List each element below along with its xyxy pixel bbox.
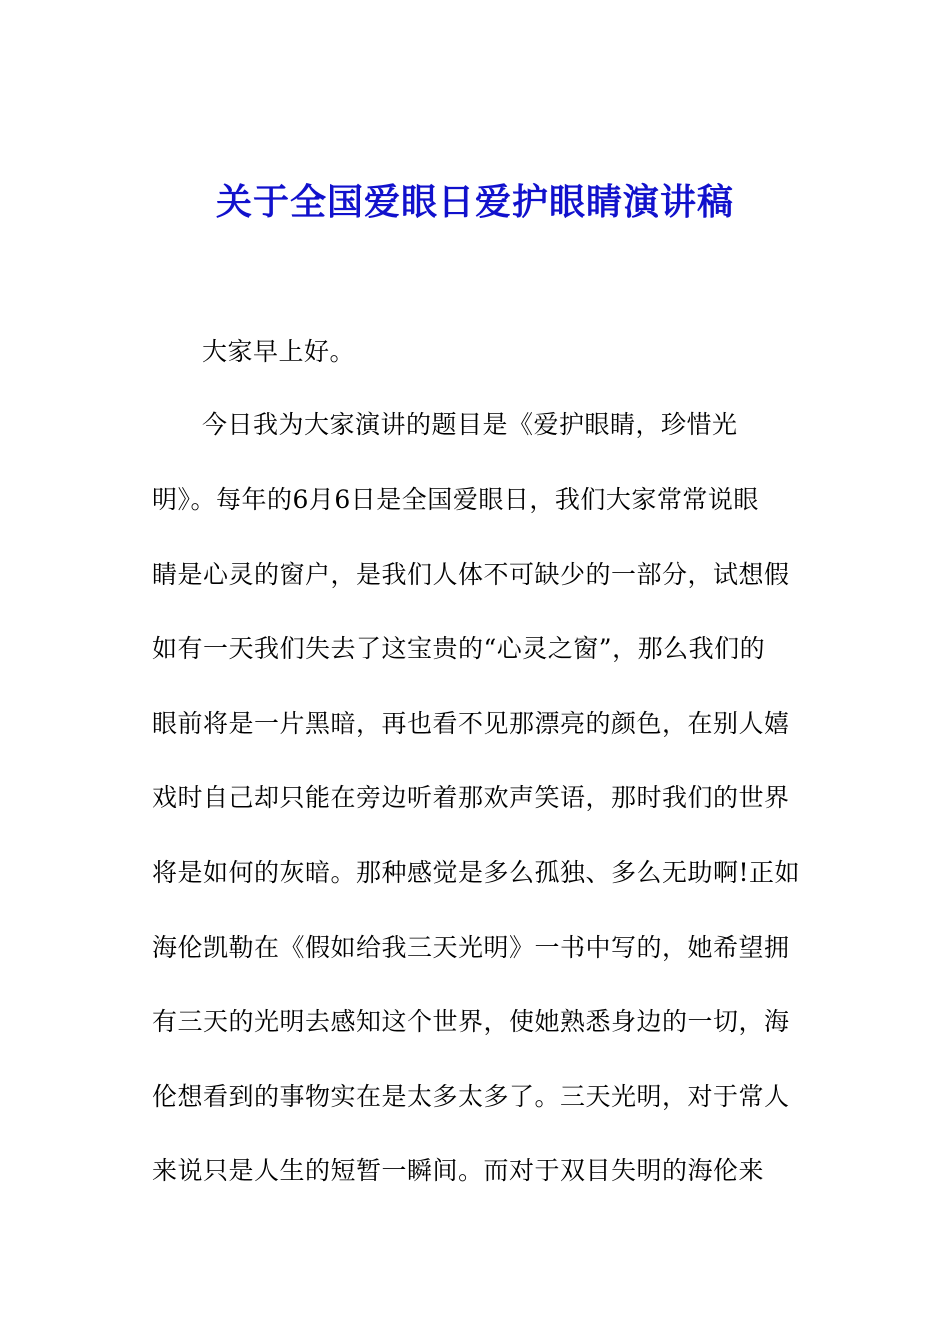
paragraph-line: 睛是心灵的窗户，是我们人体不可缺少的一部分，试想假 bbox=[152, 560, 790, 589]
paragraph-line: 伦想看到的事物实在是太多太多了。三天光明，对于常人 bbox=[152, 1082, 790, 1111]
paragraph-line: 眼前将是一片黑暗，再也看不见那漂亮的颜色，在别人嬉 bbox=[152, 709, 790, 738]
paragraph-line: 有三天的光明去感知这个世界，使她熟悉身边的一切，海 bbox=[152, 1007, 790, 1036]
paragraph-line: 戏时自己却只能在旁边听着那欢声笑语，那时我们的世界 bbox=[152, 783, 790, 812]
document-title: 关于全国爱眼日爱护眼睛演讲稿 bbox=[215, 182, 734, 223]
paragraph-line: 将是如何的灰暗。那种感觉是多么孤独、多么无助啊!正如 bbox=[152, 858, 801, 887]
paragraph-line: 来说只是人生的短暂一瞬间。而对于双目失明的海伦来 bbox=[152, 1156, 765, 1185]
paragraph-line: 明》。每年的6月6日是全国爱眼日，我们大家常常说眼 bbox=[152, 485, 759, 514]
paragraph-line: 大家早上好。 bbox=[202, 337, 356, 366]
paragraph-line: 今日我为大家演讲的题目是《爱护眼睛，珍惜光 bbox=[202, 410, 738, 439]
paragraph-line: 如有一天我们失去了这宝贵的“心灵之窗”，那么我们的 bbox=[152, 634, 766, 663]
paragraph-line: 海伦凯勒在《假如给我三天光明》一书中写的，她希望拥 bbox=[152, 933, 790, 962]
